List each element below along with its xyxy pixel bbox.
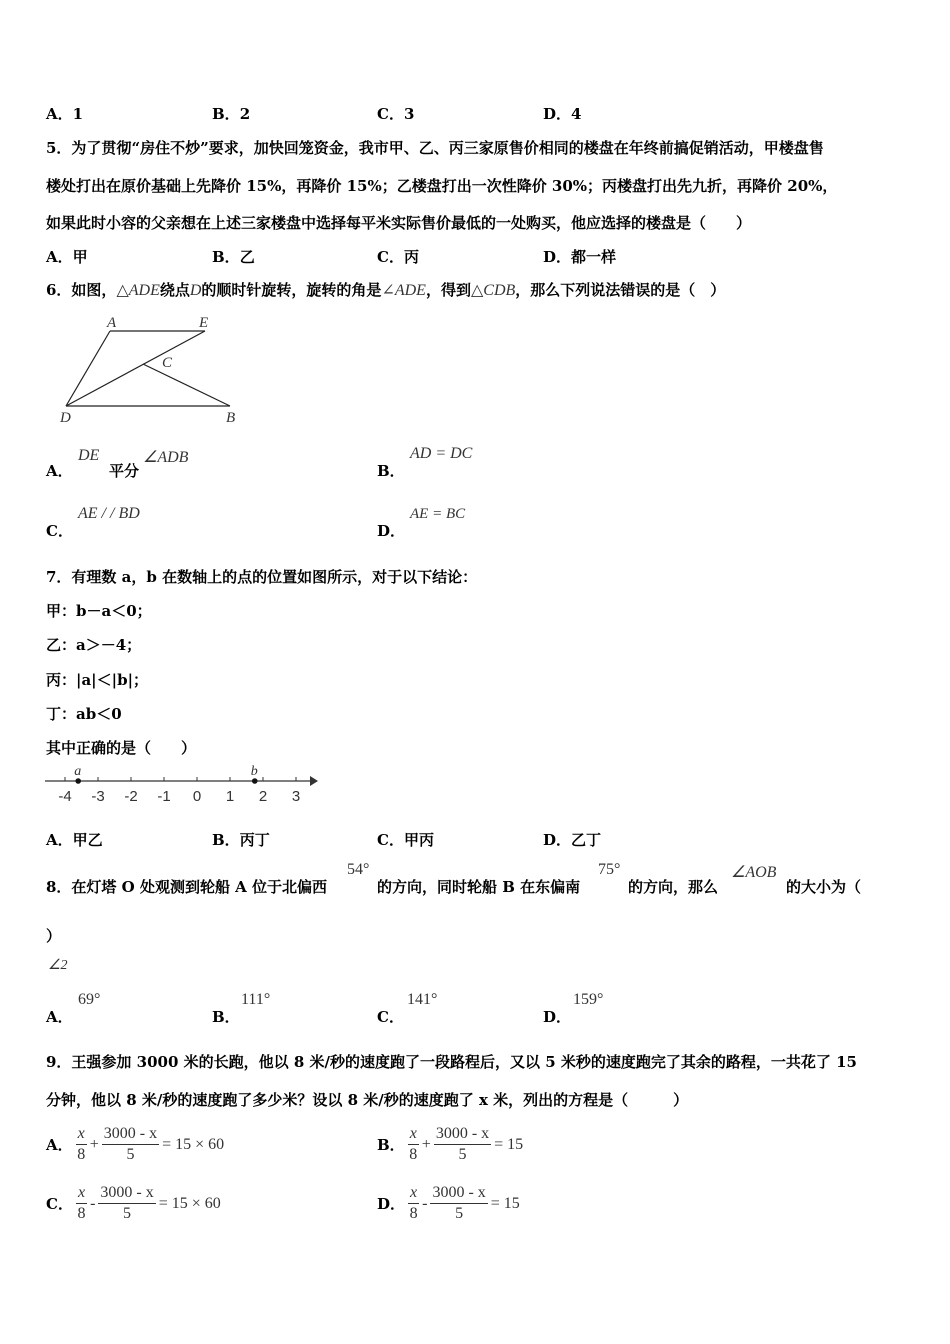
- q6-option-c-math: AE / / BD: [78, 505, 140, 522]
- q6-option-a-text: 平分: [109, 462, 140, 480]
- q6-geometry-figure: [55, 312, 250, 430]
- q8-option-a-label: A．: [46, 1008, 73, 1026]
- q6-option-d-label: D．: [377, 522, 406, 540]
- q5-option-c: C．丙: [377, 248, 419, 266]
- q7-option-c: C．甲丙: [377, 831, 434, 849]
- q9-option-d-label: D．: [377, 1195, 406, 1213]
- q5-option-a: A．甲: [46, 248, 88, 266]
- q9-option-a-label: A．: [46, 1136, 73, 1154]
- axis-tick-label: -4: [58, 788, 72, 805]
- q8-stray-angle: ∠2: [48, 958, 68, 973]
- q8-stem-part2: 的方向，同时轮船 B 在东偏南: [377, 878, 581, 896]
- label-b: B: [226, 410, 236, 426]
- q7-stem: 7．有理数 a，b 在数轴上的点的位置如图所示，对于以下结论：: [46, 568, 478, 586]
- q7-statement-jia: 甲：b－a＜0；: [46, 602, 152, 620]
- q9-option-b-label: B．: [377, 1136, 405, 1154]
- q7-option-a: A．甲乙: [46, 831, 103, 849]
- q9-line-2: 分钟，他以 8 米/秒的速度跑了多少米？设以 8 米/秒的速度跑了 x 米，列出的方程是（ ）: [46, 1091, 689, 1109]
- q9-option-c-label: C．: [46, 1195, 73, 1213]
- q4-option-c: C．3: [377, 105, 415, 123]
- axis-tick-label: 3: [291, 788, 301, 805]
- q5-line-1: 5．为了贯彻“房住不炒”要求，加快回笼资金，我市甲、乙、丙三家原售价相同的楼盘在年终前搞促销活动，甲楼盘售: [46, 139, 824, 157]
- q5-line-2: 楼处打出在原价基础上先降价 15%，再降价 15%；乙楼盘打出一次性降价 30%；丙楼盘打出先九折，再降价 20%，: [46, 177, 838, 195]
- q6-option-b-label: B．: [377, 462, 405, 480]
- q8-option-c-value: 141°: [407, 991, 438, 1008]
- q9-option-c: C． $\frac{x}{8}$ - $\frac{3000 - x}{5}$ = 15 × 60: [46, 1184, 221, 1222]
- axis-tick-label: -1: [157, 788, 171, 805]
- q6-option-d-math: AE = BC: [410, 506, 466, 522]
- axis-arrow: [310, 776, 318, 786]
- q6-option-c-label: C．: [46, 522, 73, 540]
- q6-option-a-math2: ∠ADB: [143, 449, 189, 466]
- q6-option-a-math1: DE: [78, 447, 100, 464]
- q6-option-a-label: A．: [46, 462, 73, 480]
- q6-stem: 6．如图，△ADE绕点D的顺时针旋转，旋转的角是∠ADE，得到△CDB，那么下列说法错误的是（ ）: [46, 281, 726, 299]
- axis-tick-label: 2: [258, 788, 268, 805]
- q8-stem-part3: 的方向，那么: [628, 878, 719, 896]
- q8-close-paren: ）: [46, 927, 62, 945]
- q8-stem-part1: 8．在灯塔 O 处观测到轮船 A 位于北偏西: [46, 878, 328, 896]
- point-a-label: a: [74, 764, 82, 779]
- q9-line-1: 9．王强参加 3000 米的长跑，他以 8 米/秒的速度跑了一段路程后，又以 5 米秒的速度跑完了其余的路程，一共花了 15: [46, 1053, 857, 1071]
- q9-option-b: B． $\frac{x}{8}$ + $\frac{3000 - x}{5}$ = 15: [377, 1125, 524, 1163]
- label-a: A: [107, 315, 117, 331]
- axis-tick-label: -2: [124, 788, 138, 805]
- q7-statement-ding: 丁：ab＜0: [46, 705, 122, 723]
- q7-statement-bing: 丙：|a|＜|b|；: [46, 671, 149, 689]
- q8-option-d-value: 159°: [573, 991, 604, 1008]
- q7-option-b: B．丙丁: [212, 831, 270, 849]
- label-e: E: [199, 315, 209, 331]
- q8-option-d-label: D．: [543, 1008, 572, 1026]
- point-b: [252, 778, 258, 784]
- q8-option-a-value: 69°: [78, 991, 101, 1008]
- q5-option-d: D．都一样: [543, 248, 617, 266]
- point-a: [75, 778, 81, 784]
- q7-option-d: D．乙丁: [543, 831, 602, 849]
- q8-stem-part4: 的大小为（: [786, 878, 862, 896]
- q8-option-c-label: C．: [377, 1008, 404, 1026]
- q4-option-d: D．4: [543, 105, 582, 123]
- q6-option-b-math: AD = DC: [410, 445, 473, 462]
- q4-option-b: B．2: [212, 105, 251, 123]
- q7-number-line: [40, 760, 330, 810]
- q8-option-b-label: B．: [212, 1008, 240, 1026]
- q7-statement-yi: 乙：a＞－4；: [46, 636, 142, 654]
- q5-option-b: B．乙: [212, 248, 255, 266]
- q5-line-3: 如果此时小容的父亲想在上述三家楼盘中选择每平米实际售价最低的一处购买，他应选择的楼盘是（ ）: [46, 214, 752, 232]
- label-c: C: [162, 355, 173, 371]
- label-d: D: [60, 410, 71, 426]
- q9-option-a: A． $\frac{x}{8}$ + $\frac{3000 - x}{5}$ = 15 × 60: [46, 1125, 225, 1163]
- q8-degree-1: 54°: [347, 861, 370, 878]
- q8-option-b-value: 111°: [241, 991, 271, 1008]
- q4-option-a: A．1: [46, 105, 84, 123]
- axis-tick-label: 1: [225, 788, 235, 805]
- q8-angle: ∠AOB: [731, 864, 777, 881]
- point-b-label: b: [250, 764, 258, 779]
- q7-question: 其中正确的是（ ）: [46, 739, 197, 757]
- axis-tick-label: -3: [91, 788, 105, 805]
- q9-option-d: D． $\frac{x}{8}$ - $\frac{3000 - x}{5}$ = 15: [377, 1184, 520, 1222]
- q8-degree-2: 75°: [598, 861, 621, 878]
- axis-tick-label: 0: [192, 788, 202, 805]
